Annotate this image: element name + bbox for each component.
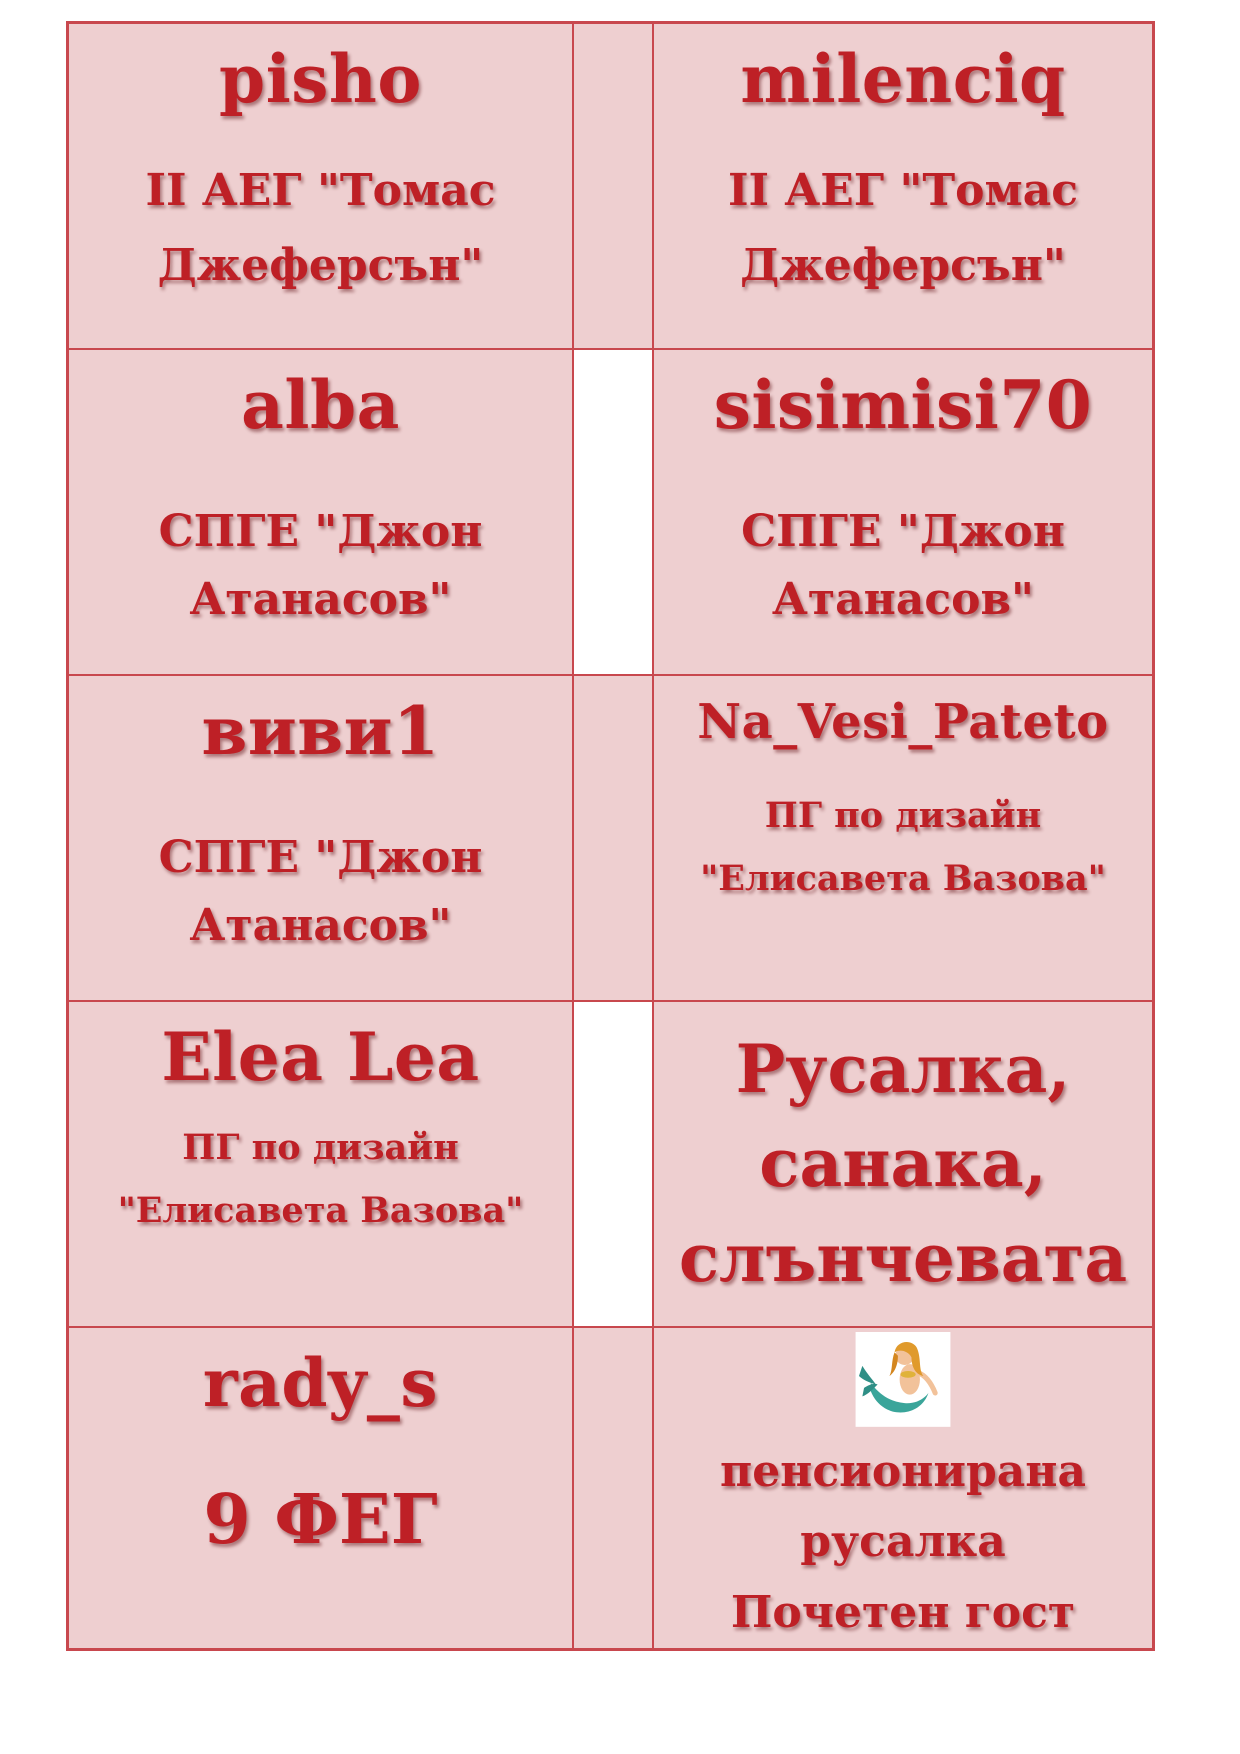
title-line: санака, xyxy=(759,1124,1047,1203)
name-card-grid xyxy=(66,21,1155,1651)
school-line: Атанасов" xyxy=(189,900,452,952)
title-line: слънчевата xyxy=(678,1218,1128,1297)
school-line: II АЕГ "Томас xyxy=(145,165,496,216)
gap-column xyxy=(574,1002,654,1328)
school-line: СПГЕ "Джон xyxy=(158,832,483,883)
mermaid-image xyxy=(847,1332,959,1427)
name-card xyxy=(69,676,574,1002)
nickname: виви1 xyxy=(201,692,440,770)
nickname: sisimisi70 xyxy=(713,366,1093,444)
school-line: "Елисавета Вазова" xyxy=(700,858,1106,899)
name-card xyxy=(654,1328,1152,1648)
name-card xyxy=(69,1002,574,1328)
school-line: ПГ по дизайн xyxy=(764,795,1042,836)
name-card xyxy=(69,24,574,350)
name-card xyxy=(654,350,1152,676)
nickname: pisho xyxy=(219,40,422,118)
nickname: Na_Vesi_Pateto xyxy=(697,694,1109,750)
school-line: 9 ФЕГ xyxy=(203,1480,438,1560)
nickname: milenciq xyxy=(740,40,1066,118)
gap-column xyxy=(574,676,654,1002)
school-line: Джеферсън" xyxy=(157,239,484,291)
name-card xyxy=(654,1002,1152,1328)
name-card xyxy=(69,1328,574,1648)
school-line: II АЕГ "Томас xyxy=(727,165,1079,216)
school-line: Джеферсън" xyxy=(740,239,1066,291)
nickname: rady_s xyxy=(202,1344,439,1422)
name-card xyxy=(69,350,574,676)
guest-line: пенсионирана xyxy=(719,1445,1086,1497)
title-line: Русалка, xyxy=(735,1030,1071,1108)
name-card xyxy=(654,676,1152,1002)
school-line: "Елисавета Вазова" xyxy=(117,1190,524,1231)
school-line: СПГЕ "Джон xyxy=(741,506,1065,557)
nickname: Elea Lea xyxy=(161,1018,480,1096)
school-line: ПГ по дизайн xyxy=(182,1127,459,1168)
guest-line: русалка xyxy=(800,1516,1006,1568)
school-line: СПГЕ "Джон xyxy=(158,506,483,557)
school-line: Атанасов" xyxy=(772,574,1034,626)
name-card xyxy=(654,24,1152,350)
school-line: Атанасов" xyxy=(189,574,452,626)
gap-column xyxy=(574,350,654,676)
gap-column xyxy=(574,24,654,350)
gap-column xyxy=(574,1328,654,1648)
guest-line: Почетен гост xyxy=(730,1586,1076,1638)
nickname: alba xyxy=(241,366,400,444)
